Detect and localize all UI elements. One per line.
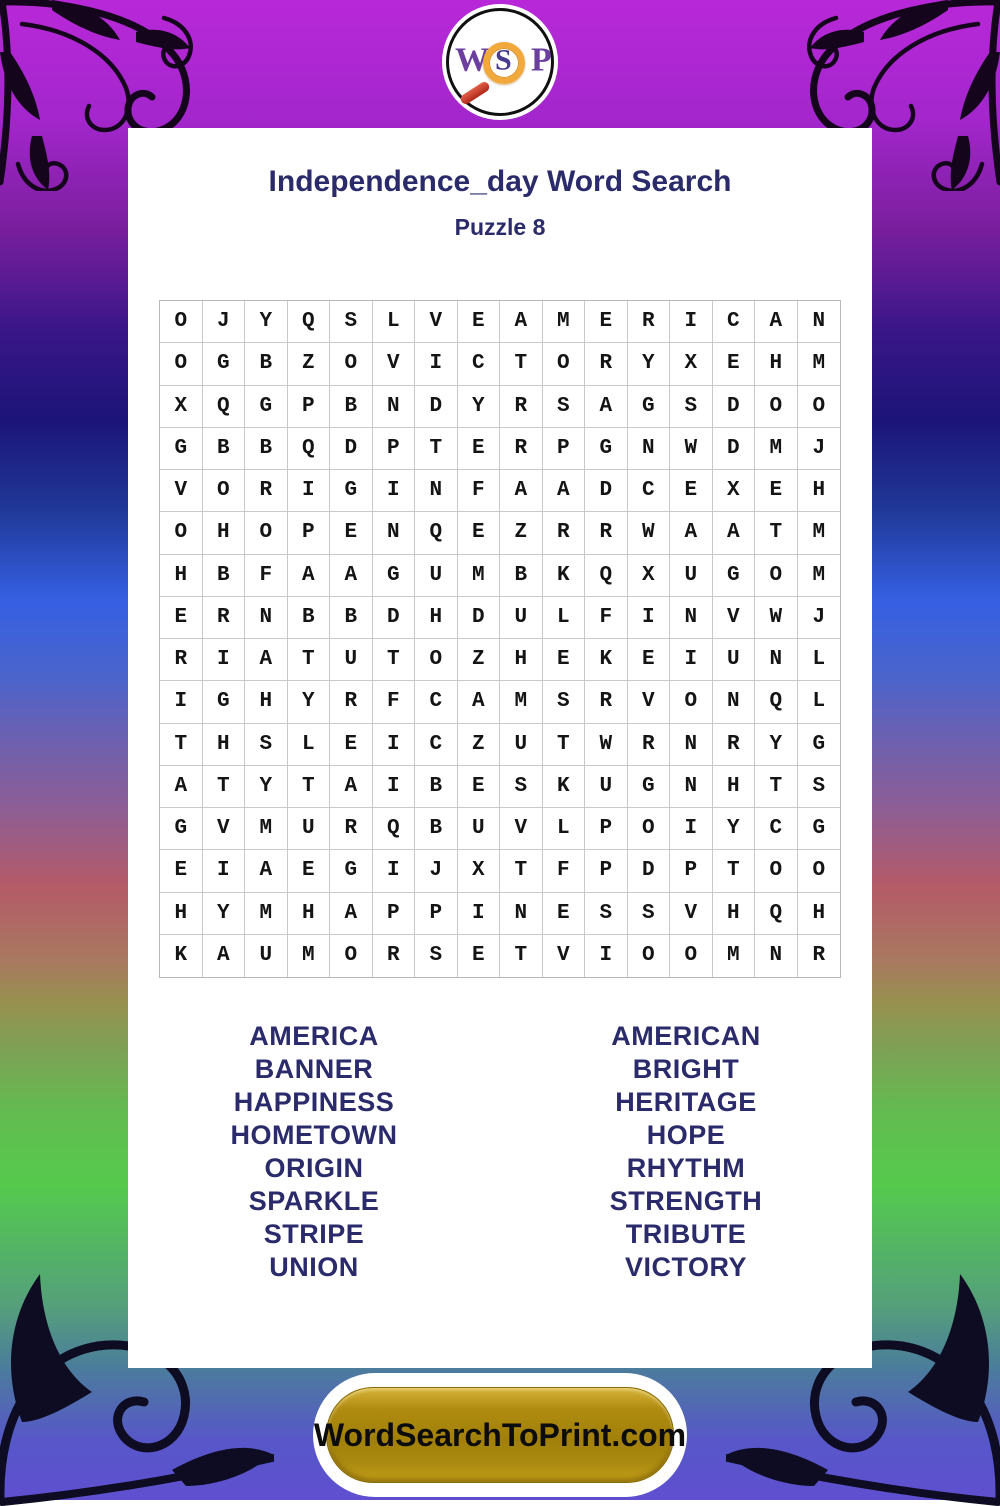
grid-cell: R: [713, 724, 756, 766]
site-link-button[interactable]: WordSearchToPrint.com: [326, 1387, 674, 1483]
grid-cell: C: [713, 301, 756, 343]
grid-cell: R: [585, 512, 628, 554]
grid-cell: S: [415, 935, 458, 977]
grid-cell: V: [500, 808, 543, 850]
grid-cell: A: [203, 935, 246, 977]
grid-cell: B: [330, 386, 373, 428]
grid-cell: X: [713, 470, 756, 512]
grid-cell: U: [245, 935, 288, 977]
grid-cell: S: [585, 893, 628, 935]
grid-cell: N: [670, 766, 713, 808]
grid-cell: D: [713, 428, 756, 470]
grid-cell: A: [245, 639, 288, 681]
grid-cell: Q: [373, 808, 416, 850]
grid-cell: U: [330, 639, 373, 681]
grid-cell: T: [288, 639, 331, 681]
grid-cell: P: [288, 386, 331, 428]
grid-cell: Y: [288, 681, 331, 723]
grid-cell: U: [670, 555, 713, 597]
grid-cell: H: [160, 555, 203, 597]
grid-cell: R: [500, 386, 543, 428]
grid-cell: M: [798, 512, 841, 554]
grid-cell: F: [543, 850, 586, 892]
grid-cell: P: [373, 893, 416, 935]
grid-cell: T: [500, 850, 543, 892]
grid-cell: R: [245, 470, 288, 512]
grid-cell: T: [500, 343, 543, 385]
grid-cell: S: [543, 681, 586, 723]
grid-cell: N: [500, 893, 543, 935]
grid-cell: C: [458, 343, 501, 385]
grid-cell: I: [373, 850, 416, 892]
grid-cell: H: [160, 893, 203, 935]
grid-cell: Z: [288, 343, 331, 385]
grid-cell: M: [713, 935, 756, 977]
grid-cell: Z: [458, 639, 501, 681]
grid-cell: U: [713, 639, 756, 681]
grid-cell: H: [713, 766, 756, 808]
grid-cell: R: [585, 343, 628, 385]
grid-cell: T: [160, 724, 203, 766]
grid-cell: M: [288, 935, 331, 977]
grid-cell: U: [585, 766, 628, 808]
grid-cell: G: [798, 724, 841, 766]
grid-cell: G: [628, 386, 671, 428]
grid-cell: O: [543, 343, 586, 385]
grid-cell: A: [288, 555, 331, 597]
grid-cell: D: [585, 470, 628, 512]
grid-cell: W: [628, 512, 671, 554]
grid-cell: R: [160, 639, 203, 681]
grid-cell: F: [373, 681, 416, 723]
grid-cell: N: [670, 597, 713, 639]
grid-cell: V: [713, 597, 756, 639]
grid-cell: B: [203, 428, 246, 470]
grid-cell: D: [628, 850, 671, 892]
grid-cell: J: [798, 428, 841, 470]
puzzle-number: Puzzle 8: [454, 214, 546, 240]
grid-cell: E: [458, 428, 501, 470]
grid-cell: P: [670, 850, 713, 892]
grid-cell: Y: [628, 343, 671, 385]
grid-cell: G: [798, 808, 841, 850]
grid-cell: W: [755, 597, 798, 639]
grid-cell: K: [160, 935, 203, 977]
grid-cell: F: [585, 597, 628, 639]
grid-cell: G: [330, 470, 373, 512]
grid-cell: N: [373, 386, 416, 428]
grid-cell: B: [415, 808, 458, 850]
grid-cell: V: [415, 301, 458, 343]
grid-cell: R: [628, 724, 671, 766]
word-list-item: UNION: [269, 1252, 359, 1282]
grid-cell: H: [798, 470, 841, 512]
grid-cell: R: [543, 512, 586, 554]
grid-cell: I: [160, 681, 203, 723]
word-list-item: HOPE: [646, 1120, 726, 1150]
grid-cell: E: [585, 301, 628, 343]
grid-cell: U: [500, 724, 543, 766]
grid-cell: I: [373, 724, 416, 766]
grid-cell: P: [373, 428, 416, 470]
wsp-logo: [442, 4, 558, 120]
word-list-item: ORIGIN: [264, 1153, 364, 1183]
grid-cell: H: [500, 639, 543, 681]
word-list-right-column: [500, 1020, 872, 1284]
grid-cell: A: [755, 301, 798, 343]
grid-cell: G: [160, 428, 203, 470]
grid-cell: H: [288, 893, 331, 935]
grid-cell: Z: [500, 512, 543, 554]
grid-cell: S: [628, 893, 671, 935]
grid-cell: O: [203, 470, 246, 512]
grid-cell: R: [585, 681, 628, 723]
grid-cell: M: [798, 555, 841, 597]
grid-cell: O: [415, 639, 458, 681]
grid-cell: Y: [203, 893, 246, 935]
word-list-item: STRIPE: [263, 1219, 365, 1249]
grid-cell: B: [245, 428, 288, 470]
grid-cell: T: [373, 639, 416, 681]
grid-cell: T: [755, 766, 798, 808]
grid-cell: E: [543, 893, 586, 935]
grid-cell: D: [373, 597, 416, 639]
grid-cell: A: [330, 893, 373, 935]
grid-cell: A: [500, 470, 543, 512]
grid-cell: V: [203, 808, 246, 850]
grid-cell: S: [245, 724, 288, 766]
grid-cell: O: [798, 386, 841, 428]
grid-cell: S: [330, 301, 373, 343]
grid-cell: D: [713, 386, 756, 428]
grid-cell: G: [203, 343, 246, 385]
grid-cell: D: [458, 597, 501, 639]
grid-cell: W: [585, 724, 628, 766]
grid-cell: E: [713, 343, 756, 385]
grid-cell: I: [628, 597, 671, 639]
grid-cell: R: [330, 681, 373, 723]
grid-cell: B: [500, 555, 543, 597]
grid-cell: O: [330, 935, 373, 977]
word-list-item: STRENGTH: [609, 1186, 763, 1216]
grid-cell: O: [755, 555, 798, 597]
grid-cell: G: [160, 808, 203, 850]
grid-cell: Y: [458, 386, 501, 428]
logo-letter-w: W: [455, 41, 489, 79]
grid-cell: X: [670, 343, 713, 385]
grid-cell: M: [798, 343, 841, 385]
grid-cell: M: [543, 301, 586, 343]
word-grid: [159, 300, 841, 978]
grid-cell: N: [373, 512, 416, 554]
grid-cell: H: [415, 597, 458, 639]
word-list-item: RHYTHM: [626, 1153, 746, 1183]
grid-cell: E: [330, 512, 373, 554]
grid-cell: I: [288, 470, 331, 512]
grid-cell: G: [203, 681, 246, 723]
grid-cell: E: [330, 724, 373, 766]
grid-cell: E: [458, 512, 501, 554]
grid-cell: O: [160, 512, 203, 554]
grid-cell: U: [500, 597, 543, 639]
grid-cell: Q: [755, 681, 798, 723]
grid-cell: L: [543, 597, 586, 639]
grid-cell: E: [543, 639, 586, 681]
grid-cell: I: [415, 343, 458, 385]
grid-cell: R: [500, 428, 543, 470]
grid-cell: S: [798, 766, 841, 808]
grid-cell: O: [670, 681, 713, 723]
grid-cell: O: [160, 343, 203, 385]
grid-cell: R: [203, 597, 246, 639]
grid-cell: Y: [245, 301, 288, 343]
grid-cell: T: [203, 766, 246, 808]
grid-cell: P: [585, 808, 628, 850]
grid-cell: A: [330, 555, 373, 597]
grid-cell: G: [330, 850, 373, 892]
grid-cell: G: [373, 555, 416, 597]
grid-cell: G: [245, 386, 288, 428]
grid-cell: G: [713, 555, 756, 597]
grid-cell: A: [585, 386, 628, 428]
grid-cell: R: [628, 301, 671, 343]
grid-cell: P: [288, 512, 331, 554]
grid-cell: M: [245, 893, 288, 935]
grid-cell: U: [458, 808, 501, 850]
grid-cell: I: [373, 470, 416, 512]
grid-cell: I: [670, 808, 713, 850]
word-list-item: AMERICAN: [611, 1021, 761, 1051]
grid-cell: I: [670, 639, 713, 681]
word-list-item: HAPPINESS: [233, 1087, 395, 1117]
grid-cell: S: [543, 386, 586, 428]
grid-cell: E: [458, 301, 501, 343]
grid-cell: A: [160, 766, 203, 808]
word-list-item: SPARKLE: [248, 1186, 380, 1216]
grid-cell: H: [203, 512, 246, 554]
grid-cell: F: [458, 470, 501, 512]
grid-cell: L: [543, 808, 586, 850]
grid-cell: E: [160, 850, 203, 892]
page-title: Independence_day Word Search: [268, 165, 732, 198]
grid-cell: I: [203, 639, 246, 681]
grid-cell: R: [330, 808, 373, 850]
grid-cell: E: [755, 470, 798, 512]
grid-cell: N: [245, 597, 288, 639]
grid-cell: M: [755, 428, 798, 470]
grid-cell: R: [373, 935, 416, 977]
grid-cell: N: [755, 935, 798, 977]
grid-cell: O: [245, 512, 288, 554]
grid-cell: L: [798, 639, 841, 681]
grid-cell: V: [628, 681, 671, 723]
grid-cell: B: [245, 343, 288, 385]
grid-cell: B: [415, 766, 458, 808]
grid-cell: O: [755, 386, 798, 428]
word-list-item: AMERICA: [249, 1021, 379, 1051]
grid-cell: L: [373, 301, 416, 343]
grid-cell: J: [415, 850, 458, 892]
grid-cell: E: [288, 850, 331, 892]
grid-cell: T: [288, 766, 331, 808]
grid-cell: E: [458, 766, 501, 808]
grid-cell: C: [755, 808, 798, 850]
grid-cell: G: [628, 766, 671, 808]
word-list-left-column: [128, 1020, 500, 1284]
word-list-item: HERITAGE: [615, 1087, 757, 1117]
grid-cell: E: [670, 470, 713, 512]
grid-cell: A: [713, 512, 756, 554]
grid-cell: T: [713, 850, 756, 892]
grid-cell: H: [755, 343, 798, 385]
grid-cell: M: [458, 555, 501, 597]
grid-cell: I: [373, 766, 416, 808]
grid-cell: A: [543, 470, 586, 512]
grid-cell: A: [500, 301, 543, 343]
logo-letter-s: S: [495, 43, 512, 77]
grid-cell: G: [585, 428, 628, 470]
grid-cell: O: [670, 935, 713, 977]
grid-cell: P: [415, 893, 458, 935]
grid-cell: D: [330, 428, 373, 470]
grid-cell: C: [415, 724, 458, 766]
grid-cell: K: [543, 555, 586, 597]
grid-cell: J: [203, 301, 246, 343]
grid-cell: A: [458, 681, 501, 723]
grid-cell: E: [628, 639, 671, 681]
grid-cell: D: [415, 386, 458, 428]
grid-cell: O: [798, 850, 841, 892]
grid-cell: B: [330, 597, 373, 639]
grid-cell: I: [203, 850, 246, 892]
grid-cell: A: [245, 850, 288, 892]
grid-cell: R: [812, 944, 826, 968]
grid-cell: U: [415, 555, 458, 597]
grid-cell: X: [458, 850, 501, 892]
grid-cell: I: [585, 935, 628, 977]
grid-cell: E: [160, 597, 203, 639]
grid-cell: T: [415, 428, 458, 470]
grid-cell: Q: [288, 301, 331, 343]
grid-cell: M: [245, 808, 288, 850]
logo-letter-p: P: [531, 41, 552, 79]
grid-cell: C: [415, 681, 458, 723]
grid-cell: J: [798, 597, 841, 639]
grid-cell: L: [288, 724, 331, 766]
grid-cell: N: [670, 724, 713, 766]
grid-cell: T: [500, 935, 543, 977]
grid-cell: O: [628, 808, 671, 850]
puzzle-card: [128, 128, 872, 1368]
grid-cell: A: [330, 766, 373, 808]
grid-cell: E: [458, 935, 501, 977]
grid-cell: S: [500, 766, 543, 808]
word-list-item: VICTORY: [624, 1252, 748, 1282]
grid-cell: P: [585, 850, 628, 892]
grid-cell: Q: [755, 893, 798, 935]
word-list-item: BRIGHT: [632, 1054, 740, 1084]
magnifier-icon: [483, 42, 525, 84]
grid-cell: V: [543, 935, 586, 977]
grid-cell: H: [203, 724, 246, 766]
grid-cell: O: [330, 343, 373, 385]
grid-cell: O: [628, 935, 671, 977]
word-list: [128, 1020, 872, 1284]
grid-cell: C: [628, 470, 671, 512]
grid-cell: A: [670, 512, 713, 554]
grid-cell: N: [628, 428, 671, 470]
grid-cell: X: [628, 555, 671, 597]
grid-cell: H: [798, 893, 841, 935]
grid-cell: U: [288, 808, 331, 850]
grid-cell: Y: [755, 724, 798, 766]
grid-cell: S: [670, 386, 713, 428]
grid-cell: B: [203, 555, 246, 597]
grid-cell: H: [713, 893, 756, 935]
grid-cell: Z: [458, 724, 501, 766]
grid-cell: Y: [245, 766, 288, 808]
grid-cell: B: [288, 597, 331, 639]
grid-cell: N: [798, 301, 841, 343]
magnifier-handle: [459, 80, 491, 106]
grid-cell: V: [373, 343, 416, 385]
grid-cell: O: [160, 301, 203, 343]
grid-cell: K: [585, 639, 628, 681]
grid-cell: O: [755, 850, 798, 892]
grid-cell: T: [543, 724, 586, 766]
word-list-item: TRIBUTE: [625, 1219, 747, 1249]
grid-cell: W: [670, 428, 713, 470]
grid-cell: I: [670, 301, 713, 343]
grid-cell: P: [543, 428, 586, 470]
word-list-item: HOMETOWN: [230, 1120, 398, 1150]
grid-cell: I: [458, 893, 501, 935]
grid-cell: F: [245, 555, 288, 597]
grid-cell: N: [415, 470, 458, 512]
grid-cell: Q: [585, 555, 628, 597]
grid-cell: V: [160, 470, 203, 512]
grid-cell: Q: [203, 386, 246, 428]
grid-cell: Q: [288, 428, 331, 470]
grid-cell: N: [755, 639, 798, 681]
footer-button-halo: [313, 1373, 687, 1497]
grid-cell: K: [543, 766, 586, 808]
grid-cell: X: [160, 386, 203, 428]
grid-cell: H: [245, 681, 288, 723]
grid-cell: Y: [713, 808, 756, 850]
grid-cell: M: [500, 681, 543, 723]
grid-cell: V: [670, 893, 713, 935]
grid-cell: Q: [415, 512, 458, 554]
word-list-item: BANNER: [254, 1054, 374, 1084]
grid-cell: T: [755, 512, 798, 554]
grid-cell: L: [798, 681, 841, 723]
grid-cell: N: [713, 681, 756, 723]
